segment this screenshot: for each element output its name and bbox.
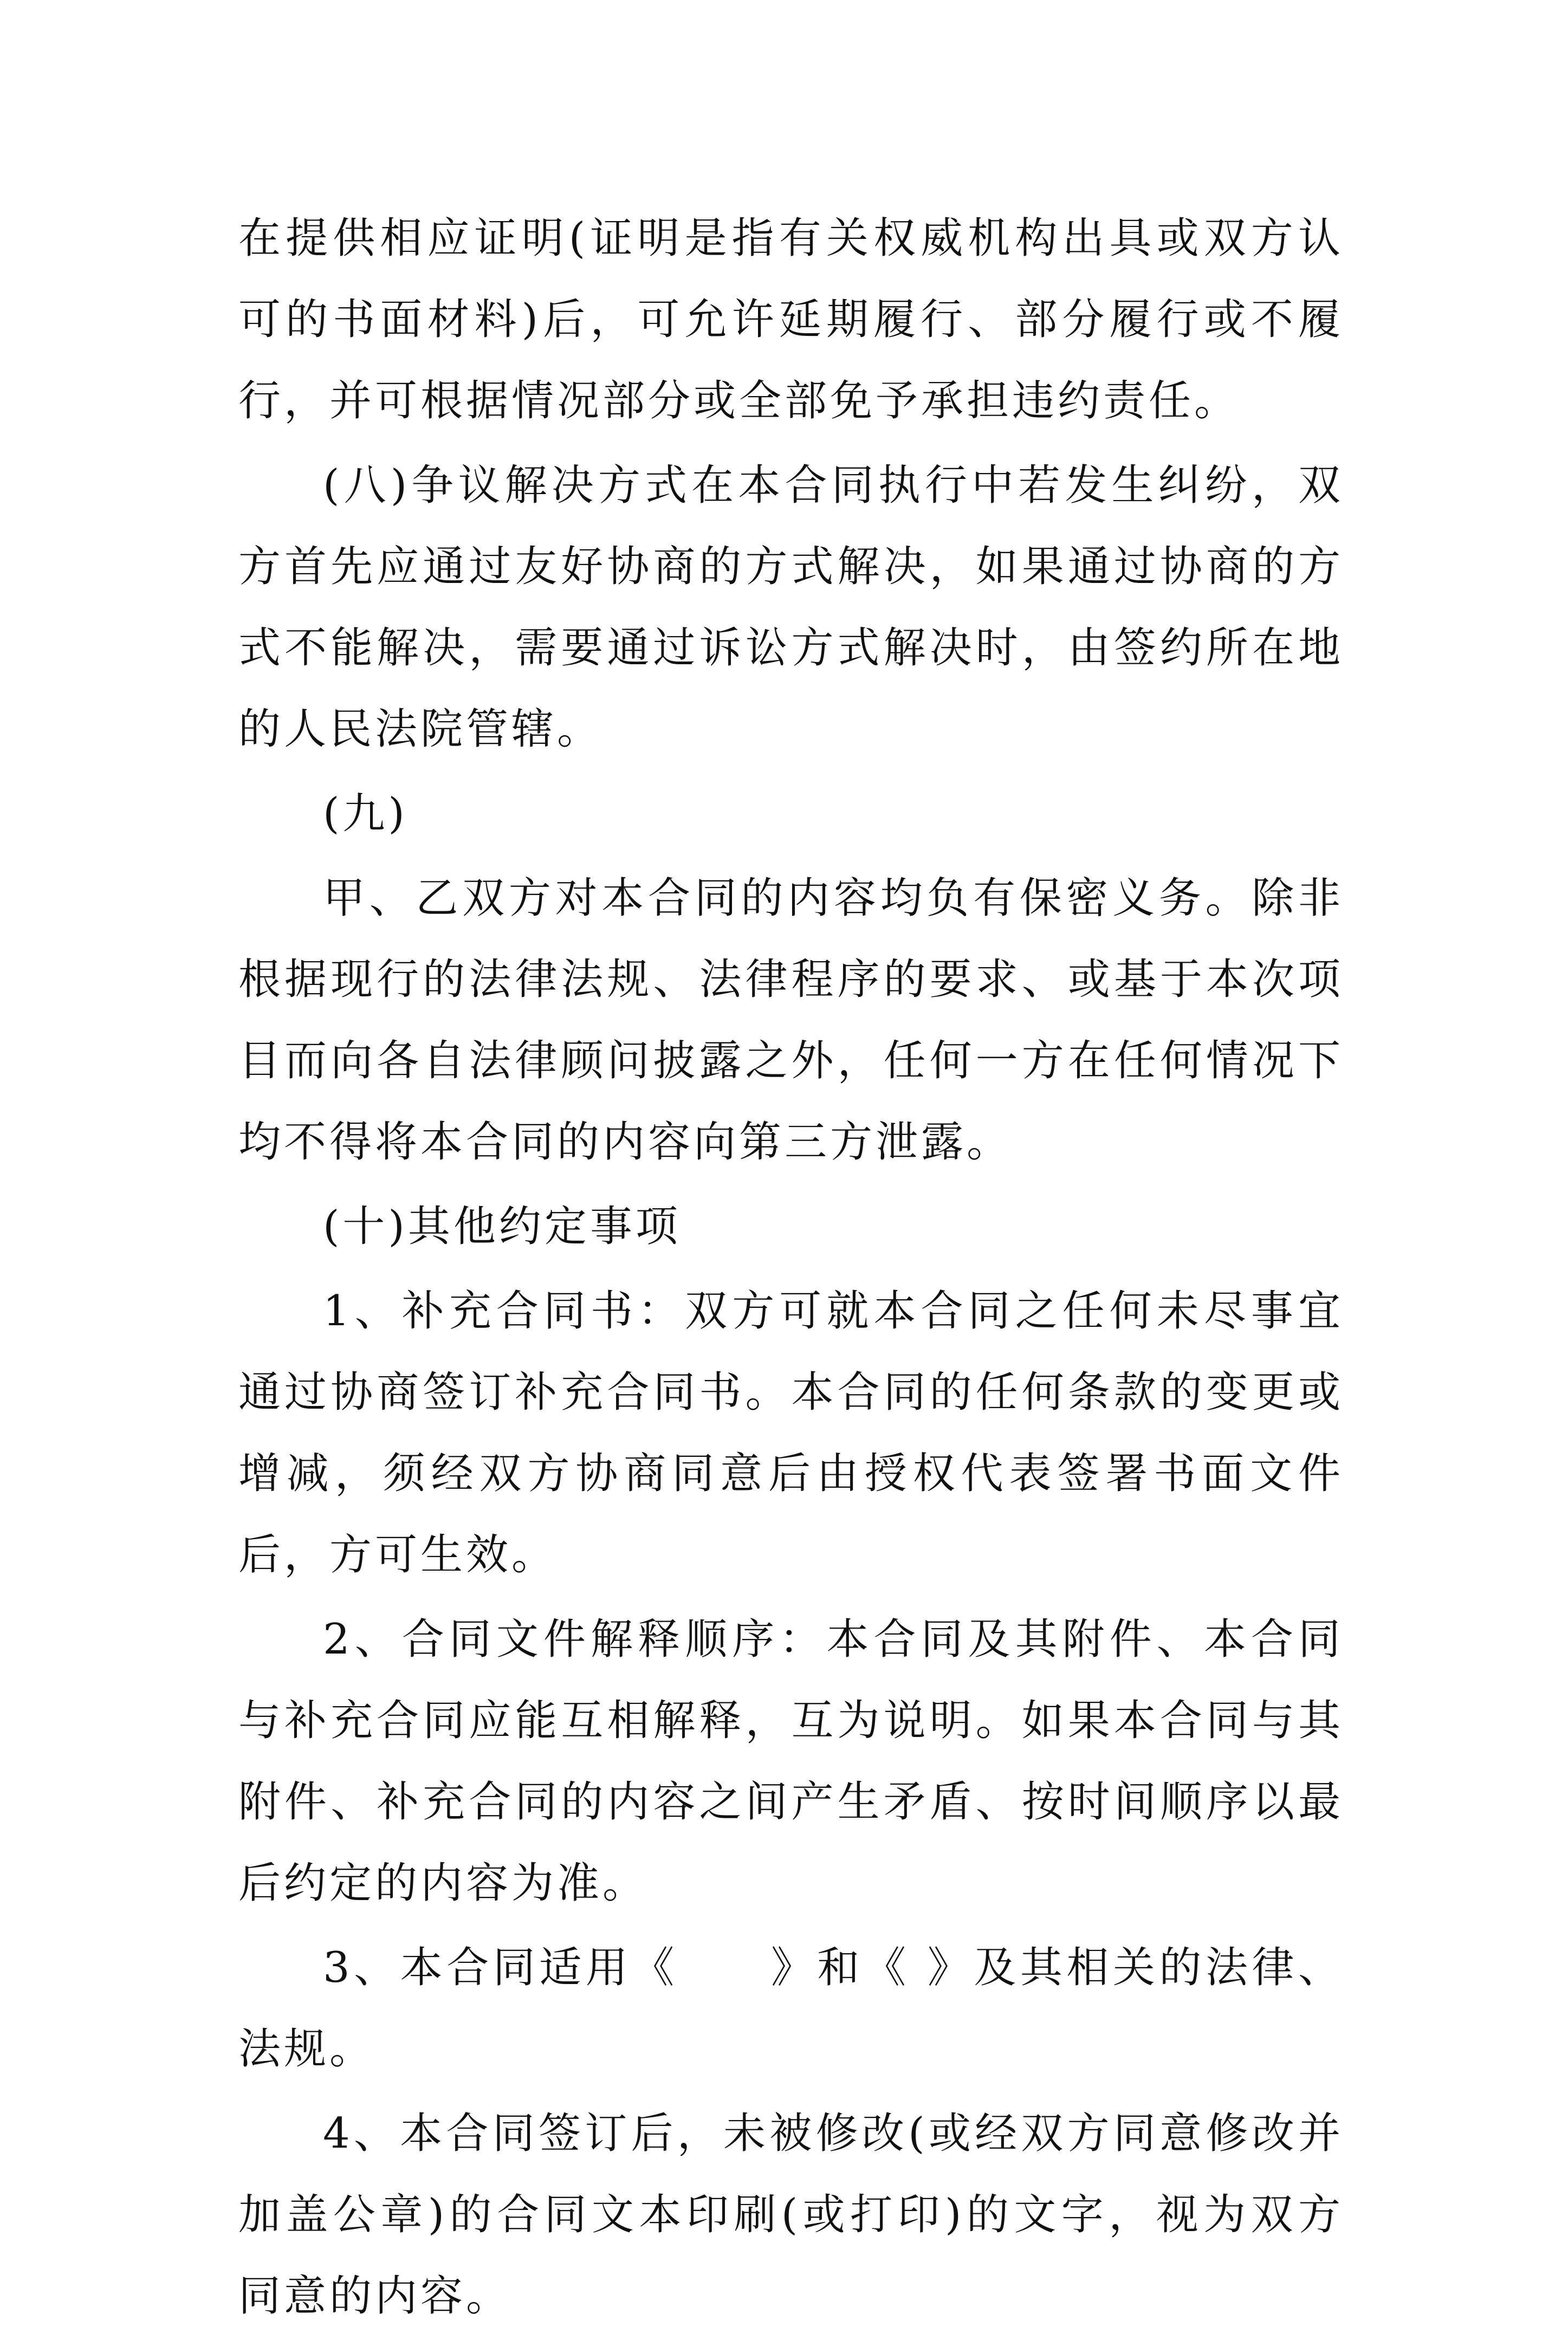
- paragraph-interpretation-order: 2、合同文件解释顺序：本合同及其附件、本合同与补充合同应能互相解释，互为说明。如果本合同与其附件、补充合同的内容之间产生矛盾、按时间顺序以最后约定的内容为准。: [238, 1615, 1344, 1908]
- paragraph-printed-text-validity: 4、本合同签订后，未被修改(或经双方同意修改并加盖公章)的合同文本印刷(或打印)的文字，视为双方同意的内容。: [238, 2109, 1344, 2320]
- document-body: [238, 198, 1344, 2340]
- paragraph-supplementary-contract: 1、补充合同书：双方可就本合同之任何未尽事宜通过协商签订补充合同书。本合同的任何条款的变更或增减，须经双方协商同意后由授权代表签署书面文件后，方可生效。: [238, 1287, 1344, 1579]
- paragraph-force-majeure-continuation: 在提供相应证明(证明是指有关权威机构出具或双方认可的书面材料)后，可允许延期履行、部分履行或不履行，并可根据情况部分或全部免予承担违约责任。: [238, 214, 1344, 425]
- paragraph-section-nine-heading: (九): [323, 789, 408, 838]
- paragraph-dispute-resolution: (八)争议解决方式在本合同执行中若发生纠纷，双方首先应通过友好协商的方式解决，如果通过协商的方式不能解决，需要通过诉讼方式解决时，由签约所在地的人民法院管辖。: [238, 461, 1344, 754]
- paragraph-other-matters-heading: (十)其他约定事项: [323, 1202, 681, 1251]
- paragraph-applicable-law: 3、本合同适用《 》和《 》及其相关的法律、法规。: [238, 1943, 1344, 2073]
- paragraph-confidentiality: 甲、乙双方对本合同的内容均负有保密义务。除非根据现行的法律法规、法律程序的要求、或基于本次项目而向各自法律顾问披露之外，任何一方在任何情况下均不得将本合同的内容向第三方泄露。: [238, 874, 1344, 1166]
